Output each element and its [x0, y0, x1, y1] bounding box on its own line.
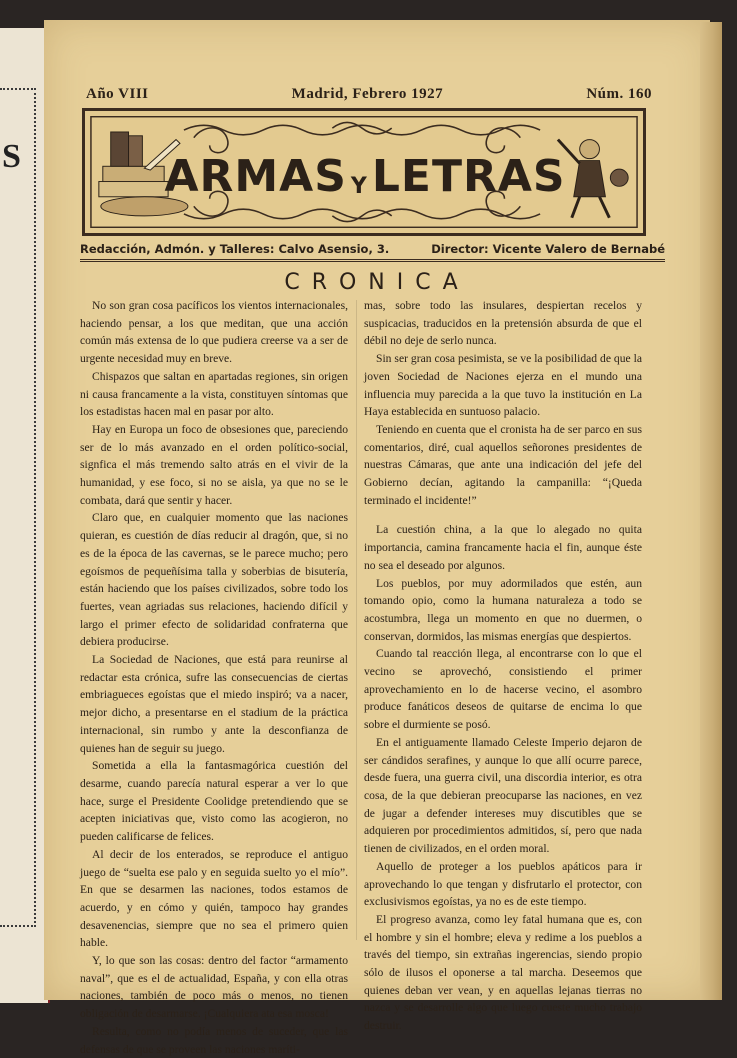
paragraph: En el antiguamente llamado Celeste Imperio dejaron de ser cándidos serafines, y aunque lo que allí ocurre parece, desde fuera, una guerra civil, una discordia interior, es otra cosa, de la que debieran preocuparse las naciones, en vez de jugar a defender intereses muy discutibles que se adquieren por procedimientos admitidos, sí, pero que nada tienen de civilizados, en el orden moral.	[364, 735, 642, 856]
masthead-title	[164, 147, 566, 205]
publication-info-line	[80, 242, 665, 262]
paragraph: La Sociedad de Naciones, que está para reunirse al redactar esta crónica, sufre las consecuencias de ciertas embriagueces egoístas que el miedo inspiró; va a nacer, mejor dicho, a presentarse en el stadium de la práctica internacional, sin rumbo y ante la desconfianza de quienes han de seguir su juego.	[80, 653, 348, 755]
knight-figure-illustration	[558, 140, 628, 218]
paragraph: El progreso avanza, como ley fatal humana que es, con el hombre y sin el hombre; eleva y redime a los pueblos a través del tiempo, sin extrañas ingerencias, siendo propio sólo de ilusos el oponerse a tal marcha. Deseemos que quienes deban ver vean, y en aquellas lejanas tierras no nazca y se desarrolle algo que luego cueste mucho trabajo destruir.	[364, 912, 642, 1033]
masthead-banner	[82, 108, 646, 236]
masthead-word-armas: ARMAS	[164, 150, 347, 202]
article-left-column	[80, 297, 348, 1058]
paragraph: Claro que, en cualquier momento que las naciones quieran, es cuestión de días reducir al dragón, que, si no es de la época de las cavernas, se le parece mucho; pero egoísmos de pequeñísima talla y soberbias de bisutería, están haciendo que los países civilizados, sobre todo los fuertes, vean agriadas sus relaciones, haciendo difícil y largo el primer efecto de solidaridad confraterna que debiera producirse.	[80, 511, 348, 649]
previous-page-glyph: S	[2, 138, 21, 175]
paragraph: No son gran cosa pacíficos los vientos internacionales, haciendo pensar, a los que meditan, que una acción común más extensa de lo que pudiera creerse va a ser de urgente necesidad muy en breve.	[80, 299, 348, 366]
paragraph: La cuestión china, a la que lo alegado no quita importancia, camina francamente hacia el fin, aunque éste no sea el deseado por algunos.	[364, 523, 642, 572]
paragraph: Aquello de proteger a los pueblos apáticos para ir aprovechando lo que tengan y disfrutarlo el protector, con exclusivismos egoístas, ya no es de este tiempo.	[364, 859, 642, 909]
masthead-conjunction: Y	[350, 174, 368, 199]
paragraph: Y, lo que son las cosas: dentro del factor “armamento naval”, que es el de actualidad, España, y con ella otras naciones, también de poco más o menos, no tienen obligación de desarmarse. ¡Cualquiera ata esa mosca!	[80, 954, 348, 1021]
page-stack-edge	[700, 22, 722, 1000]
place-date-label: Madrid, Febrero 1927	[291, 86, 444, 102]
year-label: Año VIII	[86, 86, 149, 102]
previous-page-frame	[0, 88, 36, 927]
header-line	[86, 86, 652, 103]
article-right-column	[364, 297, 642, 1035]
paragraph: Cuando tal reacción llega, al encontrarse con lo que el vecino se aprovechó, consistiendo el primer aprovechamiento en lo de hacerse vecino, el asombro produce fanáticos deseos de quitarse de encima lo que sobre el durmiente se posó.	[364, 647, 642, 732]
paragraph: Hay en Europa un foco de obsesiones que, pareciendo ser de lo más avanzado en el orden político-social, signfica el más tremendo salto atrás en el vivir de la humanidad, y ese foco, si no se aisla, ya que no se le combata, dará que sentir y hacer.	[80, 422, 348, 507]
paragraph: Sin ser gran cosa pesimista, se ve la posibilidad de que la joven Sociedad de Naciones ejerza en el mundo una influencia muy parecida a la que tuvo la institución en La Haya establecida en suntuoso palacio.	[364, 352, 642, 419]
paragraph: Resulta, como no podía menos de suceder, que las defensas de que se proveen las naciones maríti-	[80, 1024, 348, 1056]
issue-number: Núm. 160	[586, 86, 652, 102]
paragraph: mas, sobre todo las insulares, despiertan recelos y suspicacias, traducidos en la pretensión absurda de que el débil no deje de serlo nunca.	[364, 299, 642, 348]
paragraph: Teniendo en cuenta que el cronista ha de ser parco en sus comentarios, diré, cual aquellos señorones presidentes de nuestras Cámaras, que ante una indicación del jefe del Gobierno decían, agitando la campanilla: “¡Queda terminado el incidente!”	[364, 422, 642, 507]
paragraph: Chispazos que saltan en apartadas regiones, sin origen ni causa francamente a la vista, constituyen síntomas que los estadistas hacen mal en pasar por alto.	[80, 369, 348, 419]
masthead-word-letras: LETRAS	[371, 150, 566, 202]
paragraph: Al decir de los enterados, se reproduce el antiguo juego de “suelta ese palo y en seguida suelto yo el mío”. En que se desarmen las naciones, todos estamos de acuerdo, y en cómo y quién, tampoco hay grandes desavenencias, siempre que no sea el primero quien hable.	[80, 847, 348, 950]
section-title: CRONICA	[284, 270, 470, 295]
director-label: Director: Vicente Valero de Bernabé	[431, 242, 665, 256]
paragraph: Los pueblos, por muy adormilados que estén, aun tomando opio, como la humana naturaleza a todo se acostumbra, llega un momento en que no duermen, o conservan, dormidos, las mismas energías que despiertos.	[364, 576, 642, 643]
column-divider	[356, 300, 357, 940]
paragraph: Sometida a ella la fantasmagórica cuestión del desarme, cuando parecía natural esperar a ver lo que hace, surge el Presidente Coolidge pretendiendo que se acepten iniciativas que, visto como las acogieron, no pueden calificarse de felices.	[80, 759, 348, 844]
address-label: Redacción, Admón. y Talleres: Calvo Asensio, 3.	[80, 242, 390, 256]
